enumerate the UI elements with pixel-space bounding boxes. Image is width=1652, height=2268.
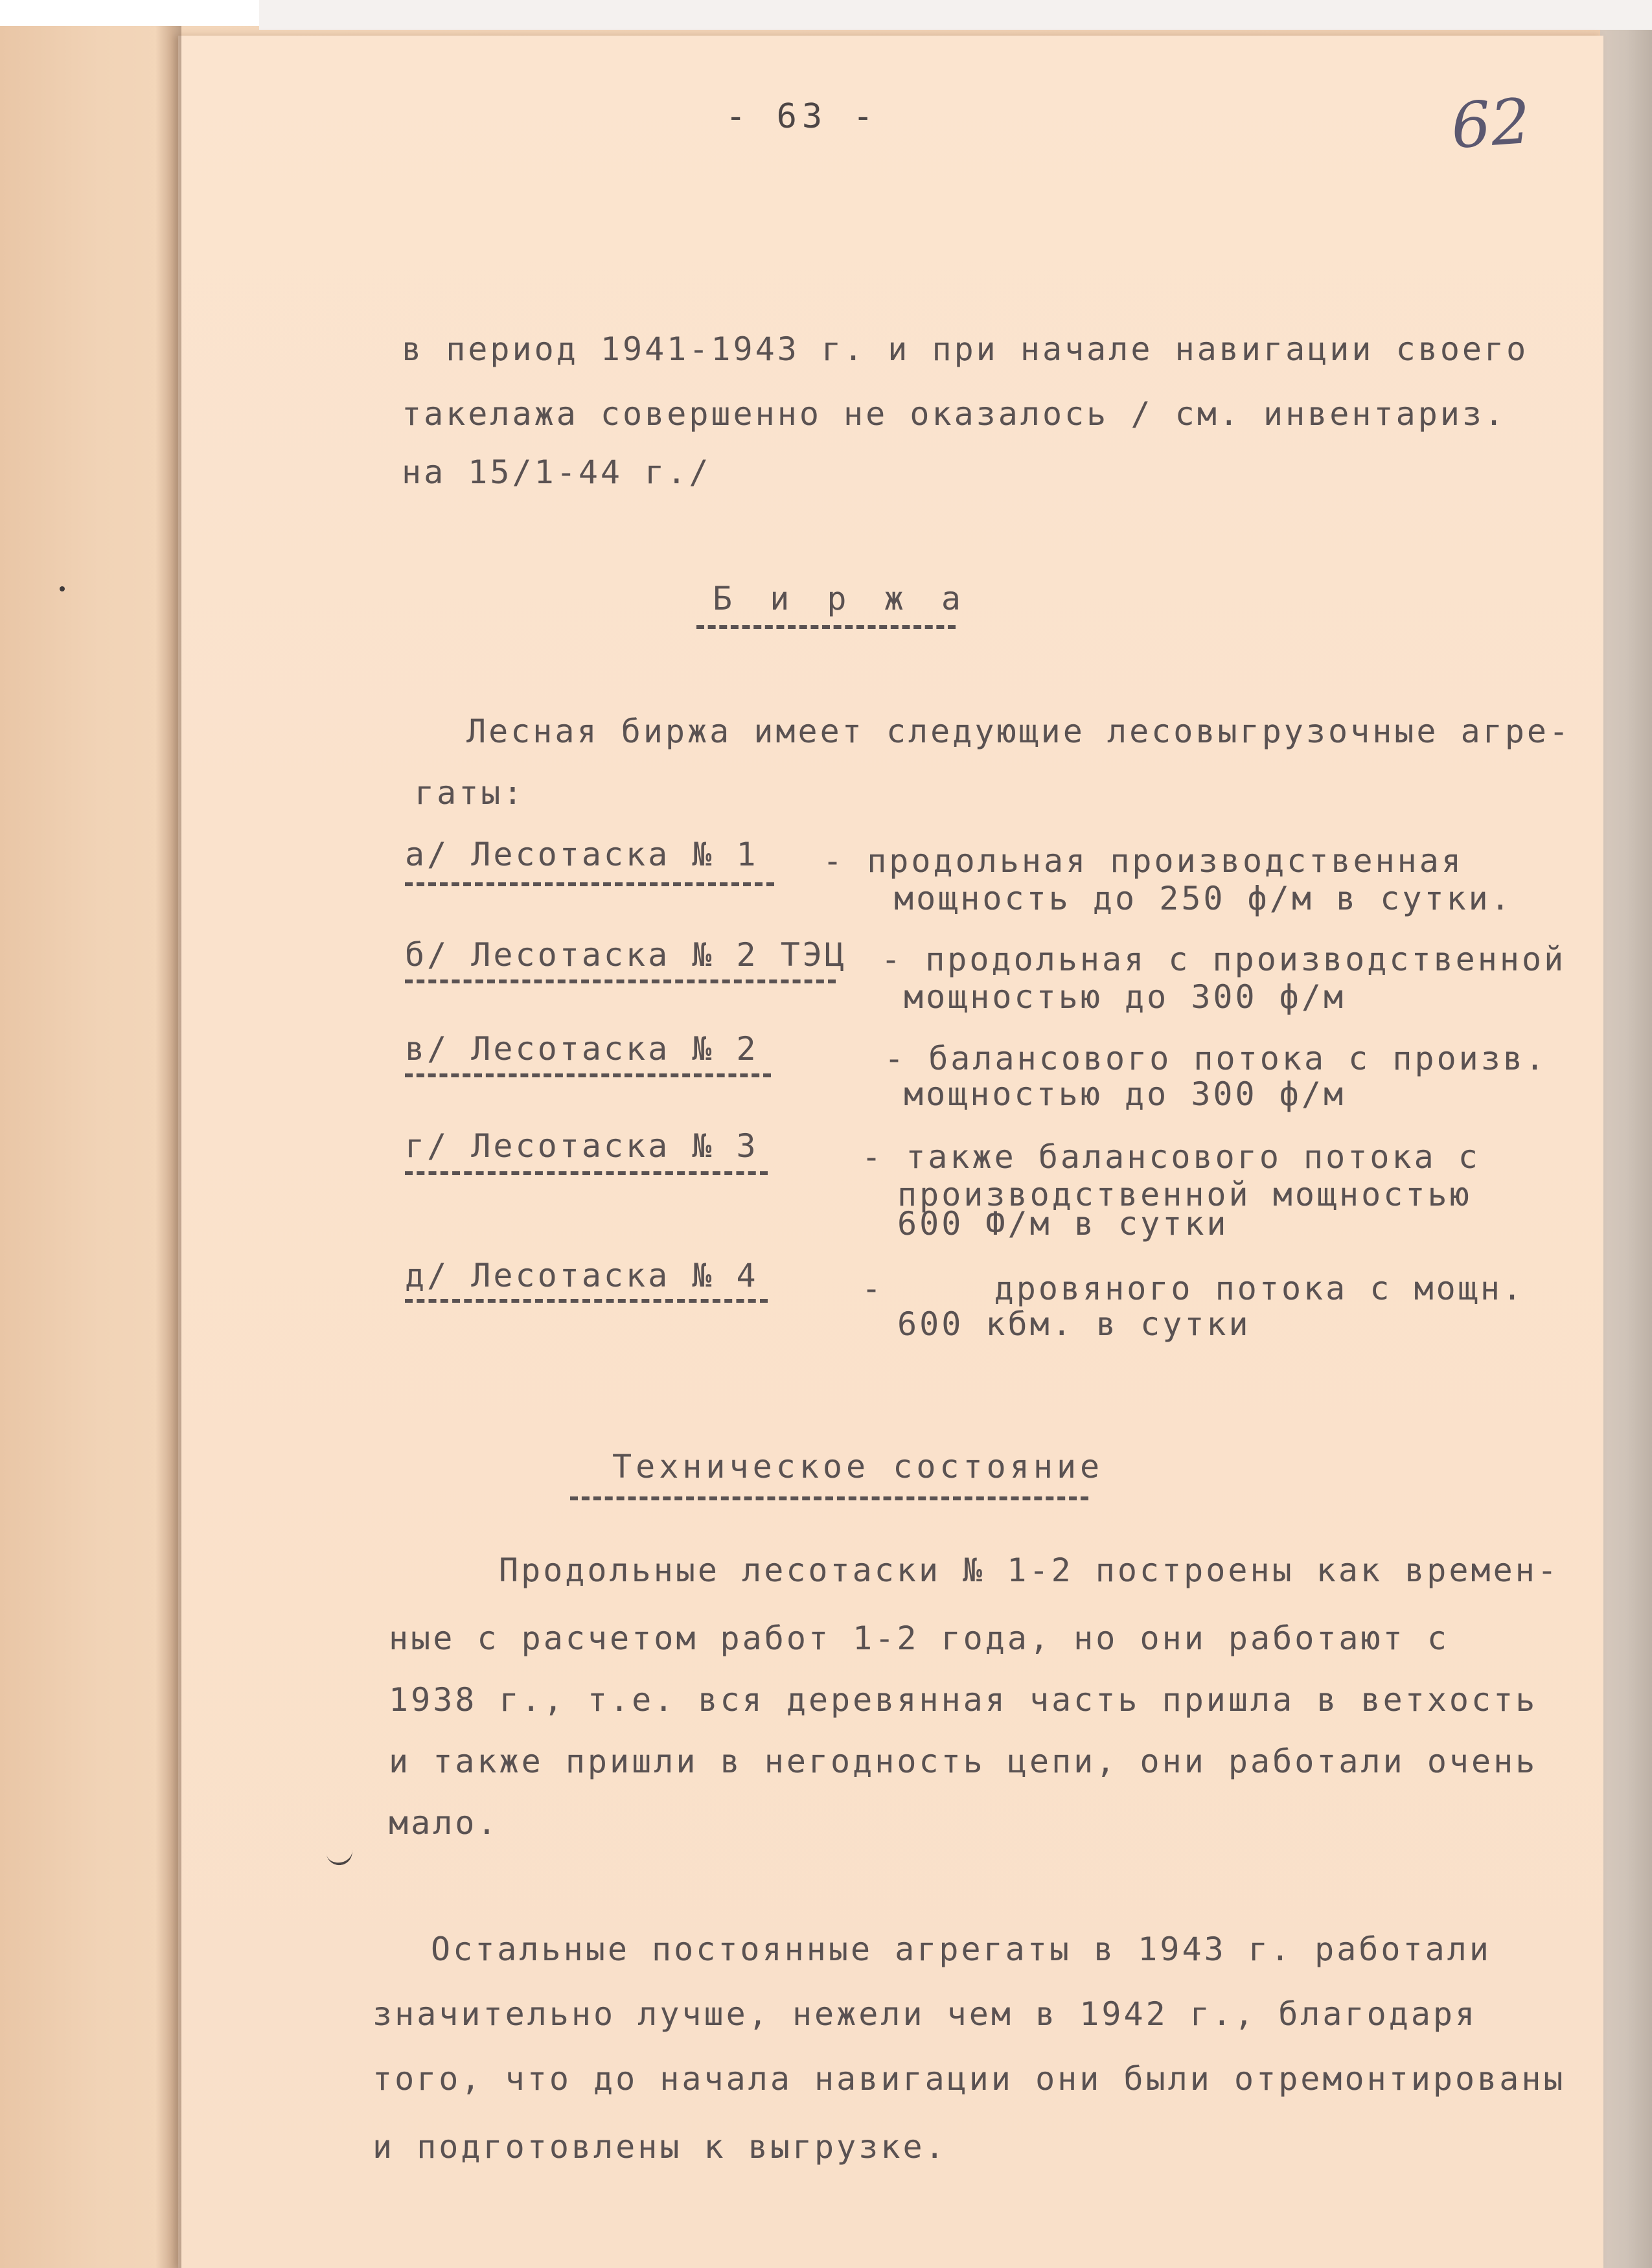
unit-description: - продольная с производственной (881, 941, 1566, 978)
unit-label-underline (405, 979, 836, 983)
unit-label: д/ Лесотаска № 4 (405, 1257, 759, 1294)
tech-paragraph-line: того, что до начала навигации они были отремонтированы (373, 2060, 1566, 2098)
unit-description: - также балансового потока с (862, 1138, 1480, 1176)
intro-line: в период 1941-1943 г. и при начале навигации своего (402, 330, 1529, 368)
section-heading-tech: Техническое состояние (612, 1448, 1104, 1485)
birzha-intro-line: Лесная биржа имеет следующие лесовыгрузочные агре- (466, 713, 1572, 750)
tech-paragraph-line: мало. (389, 1804, 499, 1842)
birzha-intro-line: гаты: (415, 774, 525, 812)
binding-shadow (155, 26, 181, 2268)
tech-paragraph-line: Остальные постоянные агрегаты в 1943 г. работали (431, 1930, 1491, 1968)
section-heading-birzha: Б и р ж а (713, 580, 970, 617)
unit-label: б/ Лесотаска № 2 ТЭЦ (405, 936, 847, 974)
unit-description: производственной мощностью (897, 1176, 1472, 1213)
unit-label-underline (405, 1299, 768, 1303)
tech-paragraph-line: ные с расчетом работ 1-2 года, но они работают с (389, 1620, 1449, 1657)
unit-label-underline (405, 882, 774, 886)
heading-underline (696, 625, 956, 629)
intro-line: такелажа совершенно не оказалось / см. инвентариз. (402, 395, 1507, 433)
unit-label: в/ Лесотаска № 2 (405, 1030, 759, 1068)
heading-underline (570, 1496, 1088, 1500)
stray-mark (60, 586, 65, 591)
unit-description: мощностью до 300 ф/м (904, 978, 1346, 1016)
unit-description: мощностью до 300 ф/м (904, 1075, 1346, 1113)
page-edge (1600, 0, 1652, 2268)
tech-paragraph-line: значительно лучше, нежели чем в 1942 г., благодаря (373, 1995, 1478, 2033)
unit-label-underline (405, 1073, 771, 1077)
handwritten-folio-number: 62 (1449, 84, 1533, 163)
unit-label: г/ Лесотаска № 3 (405, 1127, 759, 1165)
unit-description: 600 кбм. в сутки (897, 1305, 1251, 1343)
unit-description: - балансового потока с произв. (884, 1040, 1548, 1077)
unit-label-underline (405, 1171, 768, 1175)
unit-description: - продольная производственная (823, 842, 1463, 880)
tech-paragraph-line: и также пришли в негодность цепи, они работали очень (389, 1743, 1538, 1780)
tech-paragraph-line: 1938 г., т.е. вся деревянная часть пришла в ветхость (389, 1681, 1538, 1719)
unit-label: а/ Лесотаска № 1 (405, 836, 759, 873)
page-number: - 63 - (726, 97, 878, 136)
unit-description: 600 Ф/м в сутки (897, 1205, 1229, 1243)
unit-description: мощность до 250 ф/м в сутки. (894, 880, 1513, 917)
intro-line: на 15/1-44 г./ (402, 453, 711, 491)
tech-paragraph-line: и подготовлены к выгрузке. (373, 2128, 947, 2166)
scan-margin (259, 0, 1652, 30)
unit-description: - дровяного потока с мощн. (862, 1270, 1525, 1307)
tech-paragraph-line: Продольные лесотаски № 1-2 построены как времен- (499, 1552, 1559, 1589)
